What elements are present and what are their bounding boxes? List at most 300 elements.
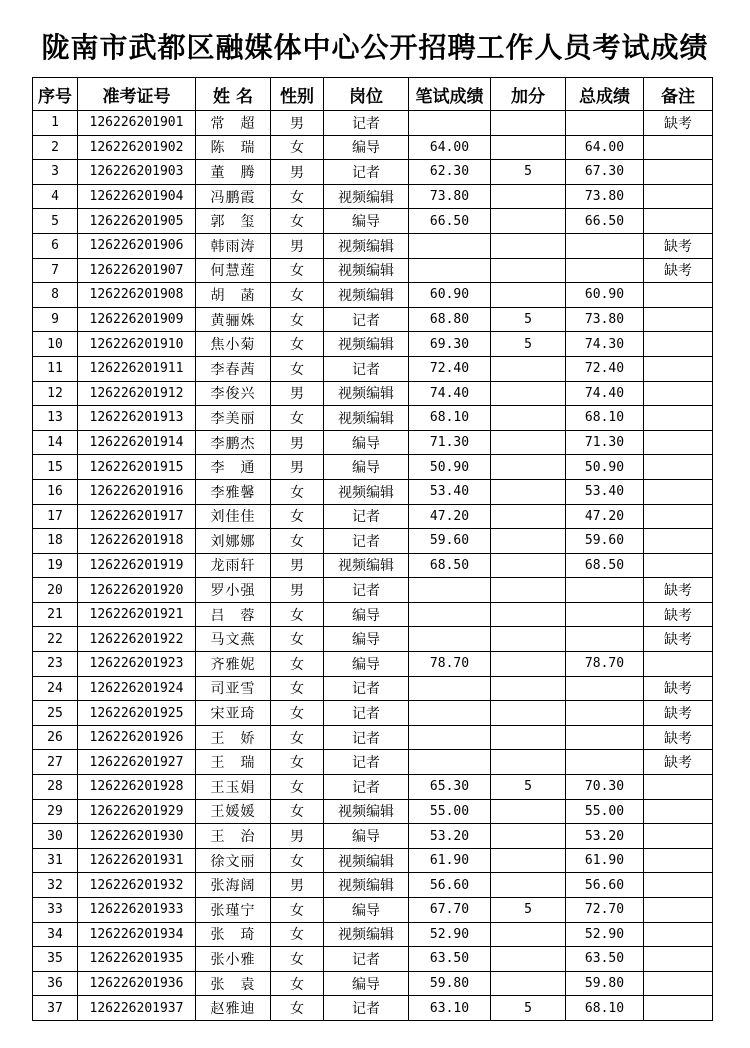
written-score-cell — [409, 627, 491, 652]
table-row — [33, 430, 713, 455]
table-row — [33, 381, 713, 406]
col-written-score-header: 笔试成绩 — [409, 78, 491, 111]
table-row — [33, 898, 713, 923]
table-row — [33, 799, 713, 824]
exam-id-cell: 126226201905 — [78, 209, 196, 234]
exam-id-cell: 126226201916 — [78, 479, 196, 504]
position-cell: 记者 — [324, 578, 409, 603]
name-cell: 罗小强 — [196, 578, 271, 603]
name-cell: 李鹏杰 — [196, 430, 271, 455]
name-cell: 冯鹏霞 — [196, 184, 271, 209]
bonus-cell — [491, 455, 566, 480]
position-cell: 编导 — [324, 209, 409, 234]
written-score-cell — [409, 750, 491, 775]
table-row — [33, 553, 713, 578]
exam-id-cell: 126226201902 — [78, 135, 196, 160]
seq-cell: 22 — [33, 627, 78, 652]
name-cell: 司亚雪 — [196, 676, 271, 701]
name-cell: 常 超 — [196, 111, 271, 136]
gender-cell: 女 — [271, 209, 324, 234]
table-row — [33, 356, 713, 381]
exam-id-cell: 126226201907 — [78, 258, 196, 283]
name-cell: 马文燕 — [196, 627, 271, 652]
exam-id-cell: 126226201918 — [78, 529, 196, 554]
seq-cell: 37 — [33, 996, 78, 1021]
gender-cell: 女 — [271, 947, 324, 972]
gender-cell: 女 — [271, 652, 324, 677]
gender-cell: 女 — [271, 504, 324, 529]
gender-cell: 女 — [271, 479, 324, 504]
total-score-cell: 56.60 — [566, 873, 644, 898]
seq-cell: 23 — [33, 652, 78, 677]
gender-cell: 女 — [271, 258, 324, 283]
bonus-cell — [491, 356, 566, 381]
gender-cell: 女 — [271, 676, 324, 701]
total-score-cell — [566, 233, 644, 258]
exam-id-cell: 126226201924 — [78, 676, 196, 701]
seq-cell: 24 — [33, 676, 78, 701]
name-cell: 何慧莲 — [196, 258, 271, 283]
seq-cell: 35 — [33, 947, 78, 972]
seq-cell: 15 — [33, 455, 78, 480]
header-row — [33, 78, 713, 111]
position-cell: 记者 — [324, 356, 409, 381]
table-row — [33, 258, 713, 283]
position-cell: 记者 — [324, 701, 409, 726]
bonus-cell — [491, 725, 566, 750]
position-cell: 记者 — [324, 947, 409, 972]
written-score-cell: 53.40 — [409, 479, 491, 504]
written-score-cell — [409, 676, 491, 701]
exam-id-cell: 126226201931 — [78, 848, 196, 873]
total-score-cell: 59.60 — [566, 529, 644, 554]
position-cell: 编导 — [324, 602, 409, 627]
table-row — [33, 996, 713, 1021]
total-score-cell: 52.90 — [566, 922, 644, 947]
seq-cell: 8 — [33, 283, 78, 308]
bonus-cell — [491, 873, 566, 898]
position-cell: 记者 — [324, 307, 409, 332]
gender-cell: 女 — [271, 332, 324, 357]
remark-cell — [644, 848, 713, 873]
col-name-header: 姓 名 — [196, 78, 271, 111]
remark-cell — [644, 799, 713, 824]
gender-cell: 男 — [271, 873, 324, 898]
remark-cell: 缺考 — [644, 701, 713, 726]
seq-cell: 21 — [33, 602, 78, 627]
remark-cell: 缺考 — [644, 233, 713, 258]
written-score-cell: 59.80 — [409, 971, 491, 996]
position-cell: 视频编辑 — [324, 283, 409, 308]
seq-cell: 19 — [33, 553, 78, 578]
name-cell: 李雅馨 — [196, 479, 271, 504]
table-row — [33, 479, 713, 504]
table-row — [33, 529, 713, 554]
table-row — [33, 602, 713, 627]
exam-id-cell: 126226201923 — [78, 652, 196, 677]
remark-cell — [644, 775, 713, 800]
written-score-cell: 63.10 — [409, 996, 491, 1021]
position-cell: 记者 — [324, 111, 409, 136]
exam-id-cell: 126226201909 — [78, 307, 196, 332]
seq-cell: 30 — [33, 824, 78, 849]
table-row — [33, 701, 713, 726]
position-cell: 编导 — [324, 627, 409, 652]
remark-cell — [644, 135, 713, 160]
table-row — [33, 971, 713, 996]
total-score-cell: 73.80 — [566, 307, 644, 332]
written-score-cell: 52.90 — [409, 922, 491, 947]
remark-cell — [644, 529, 713, 554]
total-score-cell: 68.10 — [566, 406, 644, 431]
table-row — [33, 922, 713, 947]
exam-id-cell: 126226201932 — [78, 873, 196, 898]
bonus-cell — [491, 209, 566, 234]
table-row — [33, 725, 713, 750]
table-row — [33, 233, 713, 258]
name-cell: 李 通 — [196, 455, 271, 480]
seq-cell: 2 — [33, 135, 78, 160]
exam-id-cell: 126226201928 — [78, 775, 196, 800]
written-score-cell: 69.30 — [409, 332, 491, 357]
gender-cell: 男 — [271, 824, 324, 849]
written-score-cell — [409, 111, 491, 136]
total-score-cell: 60.90 — [566, 283, 644, 308]
remark-cell — [644, 160, 713, 185]
remark-cell — [644, 947, 713, 972]
total-score-cell — [566, 111, 644, 136]
written-score-cell: 64.00 — [409, 135, 491, 160]
seq-cell: 1 — [33, 111, 78, 136]
exam-id-cell: 126226201903 — [78, 160, 196, 185]
total-score-cell: 73.80 — [566, 184, 644, 209]
bonus-cell — [491, 430, 566, 455]
scores-table — [32, 77, 713, 1021]
name-cell: 刘佳佳 — [196, 504, 271, 529]
position-cell: 记者 — [324, 996, 409, 1021]
gender-cell: 男 — [271, 455, 324, 480]
position-cell: 视频编辑 — [324, 332, 409, 357]
bonus-cell — [491, 799, 566, 824]
written-score-cell — [409, 233, 491, 258]
bonus-cell — [491, 922, 566, 947]
written-score-cell: 60.90 — [409, 283, 491, 308]
seq-cell: 17 — [33, 504, 78, 529]
name-cell: 刘娜娜 — [196, 529, 271, 554]
exam-id-cell: 126226201927 — [78, 750, 196, 775]
exam-id-cell: 126226201917 — [78, 504, 196, 529]
table-row — [33, 184, 713, 209]
gender-cell: 女 — [271, 775, 324, 800]
written-score-cell — [409, 725, 491, 750]
position-cell: 编导 — [324, 652, 409, 677]
bonus-cell — [491, 111, 566, 136]
bonus-cell — [491, 652, 566, 677]
exam-id-cell: 126226201926 — [78, 725, 196, 750]
remark-cell: 缺考 — [644, 750, 713, 775]
gender-cell: 男 — [271, 553, 324, 578]
total-score-cell: 68.50 — [566, 553, 644, 578]
exam-id-cell: 126226201913 — [78, 406, 196, 431]
remark-cell — [644, 307, 713, 332]
exam-id-cell: 126226201906 — [78, 233, 196, 258]
gender-cell: 女 — [271, 922, 324, 947]
seq-cell: 16 — [33, 479, 78, 504]
total-score-cell — [566, 676, 644, 701]
name-cell: 徐文丽 — [196, 848, 271, 873]
position-cell: 编导 — [324, 824, 409, 849]
position-cell: 视频编辑 — [324, 406, 409, 431]
bonus-cell — [491, 676, 566, 701]
total-score-cell: 78.70 — [566, 652, 644, 677]
total-score-cell: 55.00 — [566, 799, 644, 824]
name-cell: 张海阔 — [196, 873, 271, 898]
written-score-cell: 65.30 — [409, 775, 491, 800]
remark-cell — [644, 283, 713, 308]
table-row — [33, 676, 713, 701]
total-score-cell: 74.30 — [566, 332, 644, 357]
written-score-cell: 74.40 — [409, 381, 491, 406]
total-score-cell: 47.20 — [566, 504, 644, 529]
exam-id-cell: 126226201930 — [78, 824, 196, 849]
remark-cell — [644, 381, 713, 406]
remark-cell — [644, 996, 713, 1021]
table-row — [33, 160, 713, 185]
total-score-cell: 53.40 — [566, 479, 644, 504]
written-score-cell — [409, 258, 491, 283]
seq-cell: 25 — [33, 701, 78, 726]
gender-cell: 男 — [271, 430, 324, 455]
remark-cell: 缺考 — [644, 258, 713, 283]
gender-cell: 男 — [271, 160, 324, 185]
written-score-cell: 50.90 — [409, 455, 491, 480]
position-cell: 视频编辑 — [324, 479, 409, 504]
gender-cell: 女 — [271, 701, 324, 726]
col-seq-header: 序号 — [33, 78, 78, 111]
gender-cell: 女 — [271, 971, 324, 996]
seq-cell: 31 — [33, 848, 78, 873]
name-cell: 王 治 — [196, 824, 271, 849]
seq-cell: 20 — [33, 578, 78, 603]
name-cell: 董 腾 — [196, 160, 271, 185]
seq-cell: 32 — [33, 873, 78, 898]
written-score-cell: 61.90 — [409, 848, 491, 873]
name-cell: 王媛媛 — [196, 799, 271, 824]
position-cell: 视频编辑 — [324, 873, 409, 898]
gender-cell: 女 — [271, 750, 324, 775]
written-score-cell: 68.80 — [409, 307, 491, 332]
gender-cell: 女 — [271, 356, 324, 381]
total-score-cell: 66.50 — [566, 209, 644, 234]
exam-id-cell: 126226201910 — [78, 332, 196, 357]
name-cell: 王 瑞 — [196, 750, 271, 775]
bonus-cell — [491, 553, 566, 578]
total-score-cell — [566, 602, 644, 627]
seq-cell: 26 — [33, 725, 78, 750]
remark-cell — [644, 209, 713, 234]
total-score-cell: 70.30 — [566, 775, 644, 800]
name-cell: 陈 瑞 — [196, 135, 271, 160]
table-row — [33, 209, 713, 234]
gender-cell: 男 — [271, 111, 324, 136]
table-row — [33, 750, 713, 775]
total-score-cell: 50.90 — [566, 455, 644, 480]
seq-cell: 29 — [33, 799, 78, 824]
bonus-cell — [491, 848, 566, 873]
total-score-cell: 71.30 — [566, 430, 644, 455]
total-score-cell: 72.40 — [566, 356, 644, 381]
bonus-cell — [491, 381, 566, 406]
exam-id-cell: 126226201937 — [78, 996, 196, 1021]
table-row — [33, 135, 713, 160]
table-row — [33, 848, 713, 873]
bonus-cell — [491, 701, 566, 726]
total-score-cell — [566, 725, 644, 750]
bonus-cell — [491, 258, 566, 283]
total-score-cell — [566, 258, 644, 283]
position-cell: 记者 — [324, 529, 409, 554]
total-score-cell: 53.20 — [566, 824, 644, 849]
written-score-cell: 68.50 — [409, 553, 491, 578]
written-score-cell: 63.50 — [409, 947, 491, 972]
bonus-cell — [491, 947, 566, 972]
col-total-score-header: 总成绩 — [566, 78, 644, 111]
seq-cell: 34 — [33, 922, 78, 947]
exam-id-cell: 126226201921 — [78, 602, 196, 627]
exam-id-cell: 126226201912 — [78, 381, 196, 406]
name-cell: 张 琦 — [196, 922, 271, 947]
position-cell: 编导 — [324, 135, 409, 160]
table-header — [33, 78, 713, 111]
written-score-cell: 47.20 — [409, 504, 491, 529]
bonus-cell — [491, 529, 566, 554]
name-cell: 焦小菊 — [196, 332, 271, 357]
written-score-cell — [409, 602, 491, 627]
name-cell: 王 娇 — [196, 725, 271, 750]
position-cell: 编导 — [324, 430, 409, 455]
name-cell: 李美丽 — [196, 406, 271, 431]
remark-cell — [644, 898, 713, 923]
exam-id-cell: 126226201935 — [78, 947, 196, 972]
gender-cell: 男 — [271, 578, 324, 603]
remark-cell — [644, 922, 713, 947]
remark-cell: 缺考 — [644, 602, 713, 627]
total-score-cell: 67.30 — [566, 160, 644, 185]
position-cell: 视频编辑 — [324, 381, 409, 406]
exam-id-cell: 126226201914 — [78, 430, 196, 455]
seq-cell: 11 — [33, 356, 78, 381]
seq-cell: 33 — [33, 898, 78, 923]
gender-cell: 女 — [271, 406, 324, 431]
total-score-cell: 72.70 — [566, 898, 644, 923]
position-cell: 编导 — [324, 971, 409, 996]
bonus-cell: 5 — [491, 898, 566, 923]
written-score-cell — [409, 701, 491, 726]
bonus-cell — [491, 602, 566, 627]
remark-cell — [644, 184, 713, 209]
seq-cell: 28 — [33, 775, 78, 800]
position-cell: 记者 — [324, 676, 409, 701]
bonus-cell: 5 — [491, 160, 566, 185]
remark-cell: 缺考 — [644, 725, 713, 750]
bonus-cell — [491, 971, 566, 996]
written-score-cell: 66.50 — [409, 209, 491, 234]
col-exam-id-header: 准考证号 — [78, 78, 196, 111]
exam-id-cell: 126226201934 — [78, 922, 196, 947]
remark-cell: 缺考 — [644, 578, 713, 603]
gender-cell: 女 — [271, 184, 324, 209]
table-row — [33, 332, 713, 357]
gender-cell: 女 — [271, 135, 324, 160]
name-cell: 张瑾宁 — [196, 898, 271, 923]
remark-cell — [644, 553, 713, 578]
gender-cell: 女 — [271, 898, 324, 923]
position-cell: 记者 — [324, 725, 409, 750]
bonus-cell — [491, 750, 566, 775]
name-cell: 李俊兴 — [196, 381, 271, 406]
exam-id-cell: 126226201929 — [78, 799, 196, 824]
bonus-cell — [491, 283, 566, 308]
seq-cell: 14 — [33, 430, 78, 455]
gender-cell: 女 — [271, 627, 324, 652]
total-score-cell — [566, 627, 644, 652]
seq-cell: 4 — [33, 184, 78, 209]
seq-cell: 27 — [33, 750, 78, 775]
name-cell: 韩雨涛 — [196, 233, 271, 258]
table-row — [33, 307, 713, 332]
total-score-cell: 68.10 — [566, 996, 644, 1021]
name-cell: 张 袁 — [196, 971, 271, 996]
table-row — [33, 455, 713, 480]
bonus-cell — [491, 824, 566, 849]
seq-cell: 12 — [33, 381, 78, 406]
remark-cell: 缺考 — [644, 627, 713, 652]
gender-cell: 男 — [271, 233, 324, 258]
written-score-cell: 67.70 — [409, 898, 491, 923]
written-score-cell: 68.10 — [409, 406, 491, 431]
table-row — [33, 504, 713, 529]
exam-id-cell: 126226201904 — [78, 184, 196, 209]
remark-cell — [644, 504, 713, 529]
seq-cell: 10 — [33, 332, 78, 357]
table-row — [33, 873, 713, 898]
remark-cell — [644, 430, 713, 455]
bonus-cell: 5 — [491, 996, 566, 1021]
table-row — [33, 824, 713, 849]
written-score-cell: 62.30 — [409, 160, 491, 185]
bonus-cell — [491, 184, 566, 209]
total-score-cell: 63.50 — [566, 947, 644, 972]
col-bonus-header: 加分 — [491, 78, 566, 111]
name-cell: 吕 蓉 — [196, 602, 271, 627]
bonus-cell: 5 — [491, 332, 566, 357]
position-cell: 视频编辑 — [324, 258, 409, 283]
bonus-cell: 5 — [491, 307, 566, 332]
remark-cell — [644, 971, 713, 996]
name-cell: 赵雅迪 — [196, 996, 271, 1021]
position-cell: 记者 — [324, 775, 409, 800]
written-score-cell: 53.20 — [409, 824, 491, 849]
total-score-cell — [566, 750, 644, 775]
bonus-cell — [491, 627, 566, 652]
written-score-cell: 55.00 — [409, 799, 491, 824]
name-cell: 胡 菡 — [196, 283, 271, 308]
gender-cell: 女 — [271, 529, 324, 554]
total-score-cell: 64.00 — [566, 135, 644, 160]
table-row — [33, 775, 713, 800]
gender-cell: 女 — [271, 283, 324, 308]
remark-cell — [644, 455, 713, 480]
